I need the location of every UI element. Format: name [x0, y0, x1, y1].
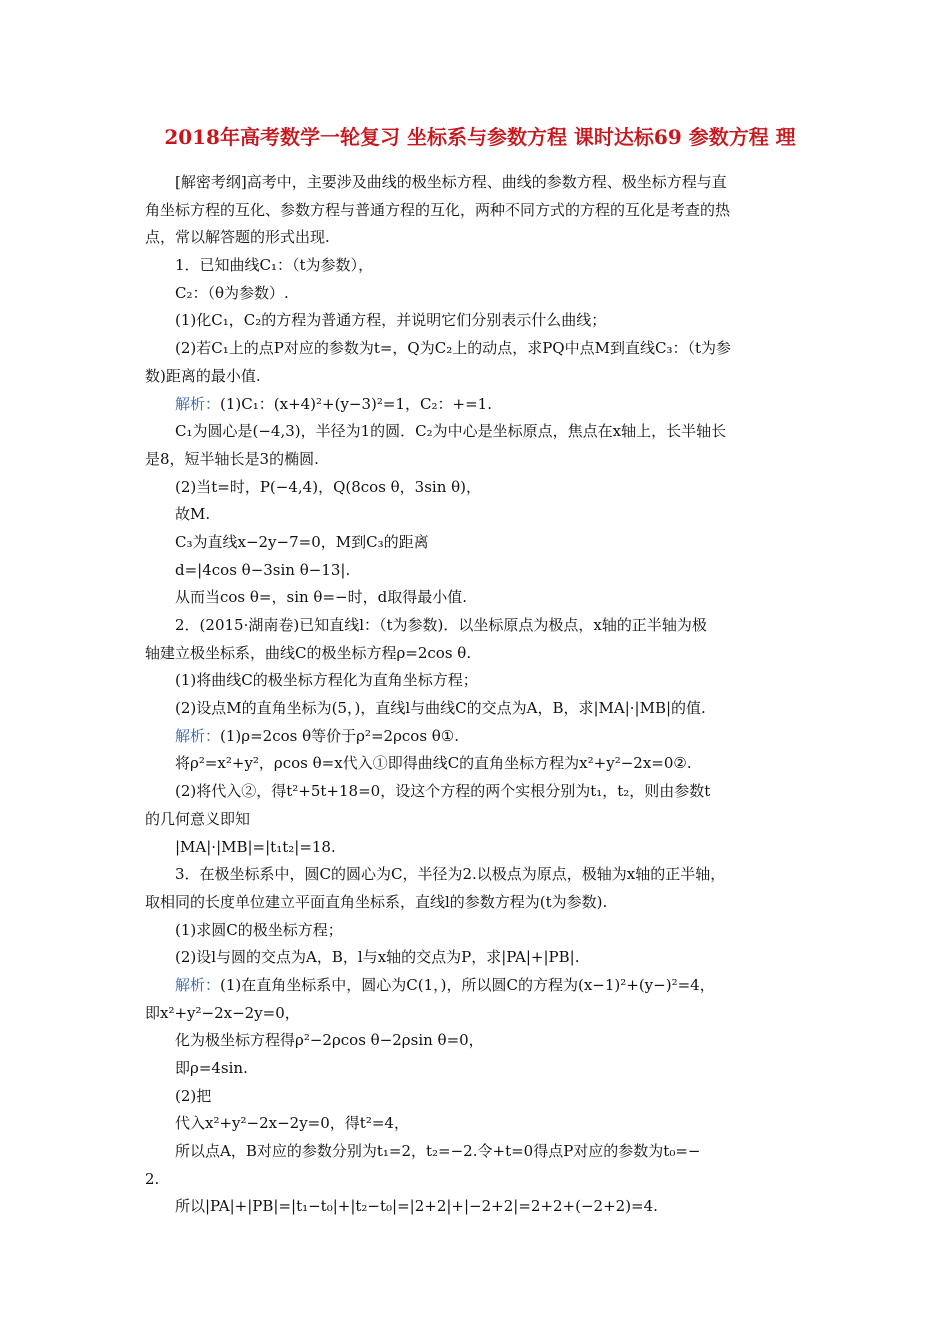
line-text: 取相同的长度单位建立平面直角坐标系，直线l的参数方程为(t为参数). [145, 892, 608, 911]
text-line [145, 861, 813, 889]
text-line [145, 1166, 813, 1194]
text-line [145, 529, 813, 557]
text-line [145, 834, 813, 862]
line-text: 即ρ=4sin. [175, 1059, 248, 1077]
line-text: (1)求圆C的极坐标方程； [175, 920, 343, 939]
line-text: 数)距离的最小值. [145, 366, 261, 385]
line-text: C₂：（θ为参数）. [175, 283, 289, 302]
line-text: |MA|·|MB|=|t₁t₂|=18. [175, 837, 336, 856]
text-line [145, 1138, 813, 1166]
line-text: 2. [145, 1169, 160, 1188]
line-text: 将ρ²=x²+y²，ρcos θ=x代入①即得曲线C的直角坐标方程为x²+y²−2x=0②. [175, 754, 692, 773]
text-line [145, 1193, 813, 1221]
text-line [145, 446, 813, 474]
text-line [145, 750, 813, 778]
line-text: 轴建立极坐标系，曲线C的极坐标方程ρ=2cos θ. [145, 643, 472, 662]
line-text: (1)化C₁，C₂的方程为普通方程，并说明它们分别表示什么曲线； [175, 311, 607, 330]
line-text: 所以点A，B对应的参数分别为t₁=2，t₂=−2.令+t=0得点P对应的参数为t₀=− [175, 1142, 701, 1161]
line-text: 2．(2015·湖南卷)已知直线l：（t为参数)．以坐标原点为极点，x轴的正半轴为极 [175, 616, 707, 634]
text-line [145, 1083, 813, 1111]
text-line [145, 557, 813, 585]
text-line [145, 1027, 813, 1055]
line-text: (2)设点M的直角坐标为(5，)，直线l与曲线C的交点为A，B，求|MA|·|MB|的值. [175, 699, 706, 718]
text-line [145, 640, 813, 668]
text-line [145, 224, 813, 252]
text-line [145, 363, 813, 391]
text-line [145, 806, 813, 834]
text-line [145, 474, 813, 502]
solution-label: 解析： [175, 726, 221, 745]
solution-label: 解析： [175, 394, 221, 413]
text-line [145, 252, 813, 280]
line-text: 从而当cos θ=，sin θ=−时，d取得最小值. [175, 588, 467, 607]
text-line [145, 944, 813, 972]
line-text: (1)ρ=2cos θ等价于ρ²=2ρcos θ①. [220, 726, 460, 745]
text-line [145, 778, 813, 806]
text-line [145, 889, 813, 917]
text-line [145, 584, 813, 612]
line-text: 即x²+y²−2x−2y=0， [145, 1003, 300, 1022]
line-text: 代入x²+y²−2x−2y=0，得t²=4， [175, 1114, 409, 1133]
document-body [145, 169, 813, 1221]
text-line [145, 1000, 813, 1028]
line-text: (1)在直角坐标系中，圆心为C(1，)，所以圆C的方程为(x−1)²+(y−)²=4， [220, 975, 715, 994]
text-line [145, 1110, 813, 1138]
line-text: 点，常以解答题的形式出现. [145, 228, 330, 247]
line-text: (1)将曲线C的极坐标方程化为直角坐标方程； [175, 671, 478, 690]
line-text: 是8，短半轴长是3的椭圆. [145, 449, 319, 468]
text-line [145, 280, 813, 308]
line-text: (2)若C₁上的点P对应的参数为t=，Q为C₂上的动点，求PQ中点M到直线C₃：（t为参 [175, 339, 731, 358]
text-line [145, 391, 813, 419]
text-line [145, 1055, 813, 1083]
line-text: (1)C₁：(x+4)²+(y−3)²=1，C₂：+=1. [220, 394, 492, 413]
document-title: 2018年高考数学一轮复习 坐标系与参数方程 课时达标69 参数方程 理 [164, 125, 796, 149]
line-text: 所以|PA|+|PB|=|t₁−t₀|+|t₂−t₀|=|2+2|+|−2+2|=2+2+(−2+2)=4. [175, 1197, 658, 1216]
line-text: d=|4cos θ−3sin θ−13|. [175, 560, 351, 579]
text-line [145, 307, 813, 335]
text-line [145, 667, 813, 695]
text-line [145, 335, 813, 363]
line-text: 1．已知曲线C₁：（t为参数）， [175, 256, 374, 275]
text-line [145, 723, 813, 751]
line-text: 3．在极坐标系中，圆C的圆心为C，半径为2.以极点为原点，极轴为x轴的正半轴， [175, 865, 726, 884]
line-text: (2)将代入②，得t²+5t+18=0，设这个方程的两个实根分别为t₁，t₂，则由参数t [175, 782, 711, 801]
line-text: 化为极坐标方程得ρ²−2ρcos θ−2ρsin θ=0， [175, 1031, 484, 1050]
line-text: C₁为圆心是(−4,3)，半径为1的圆．C₂为中心是坐标原点，焦点在x轴上，长半轴长 [175, 422, 727, 441]
text-line [145, 917, 813, 945]
text-line [145, 501, 813, 529]
text-line [145, 695, 813, 723]
line-text: 角坐标方程的互化、参数方程与普通方程的互化，两种不同方式的方程的互化是考查的热 [145, 200, 731, 219]
line-text: 故M. [175, 505, 211, 524]
line-text: C₃为直线x−2y−7=0，M到C₃的距离 [175, 532, 429, 551]
line-text: (2)当t=时，P(−4,4)，Q(8cos θ，3sin θ)， [175, 477, 482, 496]
line-text: (2)设l与圆的交点为A，B，l与x轴的交点为P，求|PA|+|PB|. [175, 948, 580, 967]
text-line [145, 972, 813, 1000]
text-line [145, 197, 813, 225]
text-line [145, 169, 813, 197]
text-line [145, 612, 813, 640]
solution-label: 解析： [175, 975, 221, 994]
line-text: (2)把 [175, 1086, 212, 1105]
line-text: 的几何意义即知 [145, 809, 251, 828]
text-line [145, 418, 813, 446]
line-text: [解密考纲]高考中，主要涉及曲线的极坐标方程、曲线的参数方程、极坐标方程与直 [175, 173, 727, 191]
